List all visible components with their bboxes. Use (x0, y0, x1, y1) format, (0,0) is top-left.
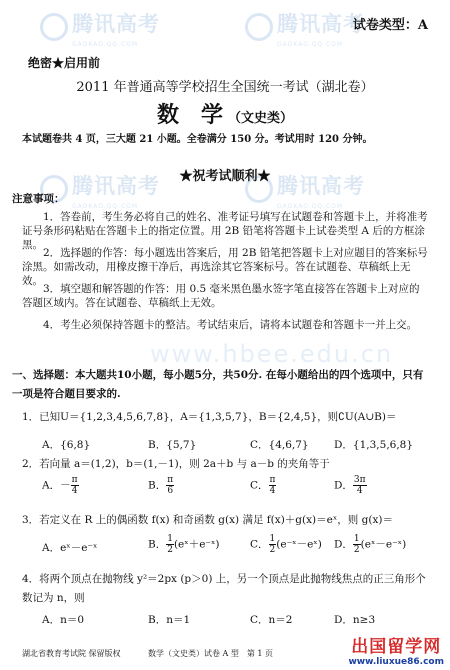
option-a: A．n＝0 (42, 614, 85, 626)
paper-type-label: 试卷类型：A (352, 18, 428, 33)
option-c: C．{4,6,7} (250, 439, 309, 451)
watermark-brand: 腾讯高考 (277, 174, 365, 198)
question-stem: 3．若定义在 R 上的偶函数 f(x) 和奇函数 g(x) 满足 f(x)＋g(x)＝eˣ，则 g(x)＝ (22, 514, 393, 526)
subject-title: 数 学 (156, 102, 223, 128)
paper-summary: 本试题卷共 4 页，三大题 21 小题。全卷满分 150 分。考试用时 120 分钟。 (22, 134, 373, 145)
watermark-circle-icon (40, 13, 68, 41)
footer-brand (348, 632, 444, 667)
footer-brand-name: 出国留学网 (351, 637, 442, 657)
footer-brand-url: www.liuxue86.com (348, 657, 444, 667)
option-b: B． $\frac{1}{2}$ (eˣ＋e⁻ˣ) (148, 534, 220, 555)
watermark-logo-top-right (245, 8, 365, 48)
confidential-mark: 绝密★启用前 (28, 56, 101, 70)
watermark-url: GAOKAO.QQ.COM (277, 202, 344, 210)
option-c: C．n＝2 (250, 614, 293, 626)
watermark-url: GAOKAO.QQ.COM (72, 202, 139, 210)
question-stem: 2．若向量 a＝(1,2)，b＝(1,－1)，则 2a＋b 与 a－b 的夹角等于 (22, 458, 330, 470)
note-item: 1．答卷前，考生务必将自己的姓名、准考证号填写在试题卷和答题卡上，并将准考证号条形码粘贴在答题卡上的指定位置。用 2B 铅笔将答题卡上试卷类型 A 后的方框涂黑。 (22, 211, 428, 251)
exam-title: 2011 年普通高等学校招生全国统一考试（湖北卷） (76, 80, 374, 95)
option-b: B．n＝1 (148, 614, 191, 626)
watermark-brand: 腾讯高考 (72, 12, 160, 36)
option-a: A．eˣ－e⁻ˣ (42, 542, 98, 554)
notes-heading: 注意事项： (12, 193, 65, 205)
watermark-brand: 腾讯高考 (277, 12, 365, 36)
note-item: 2．选择题的作答：每小题选出答案后，用 2B 铅笔把答题卡上对应题目的答案标号涂黑。如需改动，用橡皮擦干净后，再选涂其它答案标号。答在试题卷、草稿纸上无效。 (22, 247, 428, 287)
footer-copyright: 湖北省教育考试院 保留版权 (22, 649, 121, 658)
option-b: B． $\frac{\pi}{6}$ (148, 475, 174, 496)
option-c: C． $\frac{\pi}{4}$ (250, 475, 276, 496)
watermark-site: www.hbee.edu.cn (150, 340, 394, 368)
subject-note: （文史类） (228, 111, 294, 126)
section-intro: 一、选择题：本大题共10小题，每小题5分，共50分. 在每小题给出的四个选项中，只有一项是符合题目要求的. (12, 369, 424, 400)
blessing-line: ★祝考试顺利★ (179, 169, 271, 184)
watermark-brand: 腾讯高考 (72, 174, 160, 198)
watermark-logo-top-left (40, 8, 160, 48)
option-a: A．{6,8} (42, 439, 91, 451)
watermark-url: GAOKAO.QQ.COM (277, 40, 344, 48)
option-d: D． $\frac{3\pi}{4}$ (334, 475, 366, 496)
note-item: 3．填空题和解答题的作答：用 0.5 毫米黑色墨水签字笔直接答在答题卡上对应的答题区域内。答在试题卷、草稿纸上无效。 (22, 283, 420, 309)
watermark-url: GAOKAO.QQ.COM (72, 40, 139, 48)
option-c: C． $\frac{1}{2}$ (e⁻ˣ－eˣ) (250, 534, 322, 555)
watermark-circle-icon (245, 13, 273, 41)
option-d: D． $\frac{1}{2}$ (eˣ－e⁻ˣ) (334, 534, 407, 555)
subject-line (0, 98, 450, 129)
note-item: 4．考生必须保持答题卡的整洁。考试结束后，请将本试题卷和答题卡一并上交。 (43, 319, 418, 331)
option-b: B．{5,7} (148, 439, 197, 451)
question-stem: 1．已知U＝{1,2,3,4,5,6,7,8}，A＝{1,3,5,7}，B＝{2,4,5}，则∁U(A∪B)＝ (22, 411, 397, 423)
option-d: D．n≥3 (334, 614, 376, 626)
question-stem: 4．将两个顶点在抛物线 y²＝2px (p＞0) 上，另一个顶点是此抛物线焦点的正三角形个数记为 n，则 (22, 573, 426, 604)
footer-page-info: 数学（文史类）试卷 A 型 第 1 页 (148, 649, 274, 658)
option-d: D．{1,3,5,6,8} (334, 439, 414, 451)
option-a: A．－ $\frac{\pi}{4}$ (42, 475, 78, 496)
